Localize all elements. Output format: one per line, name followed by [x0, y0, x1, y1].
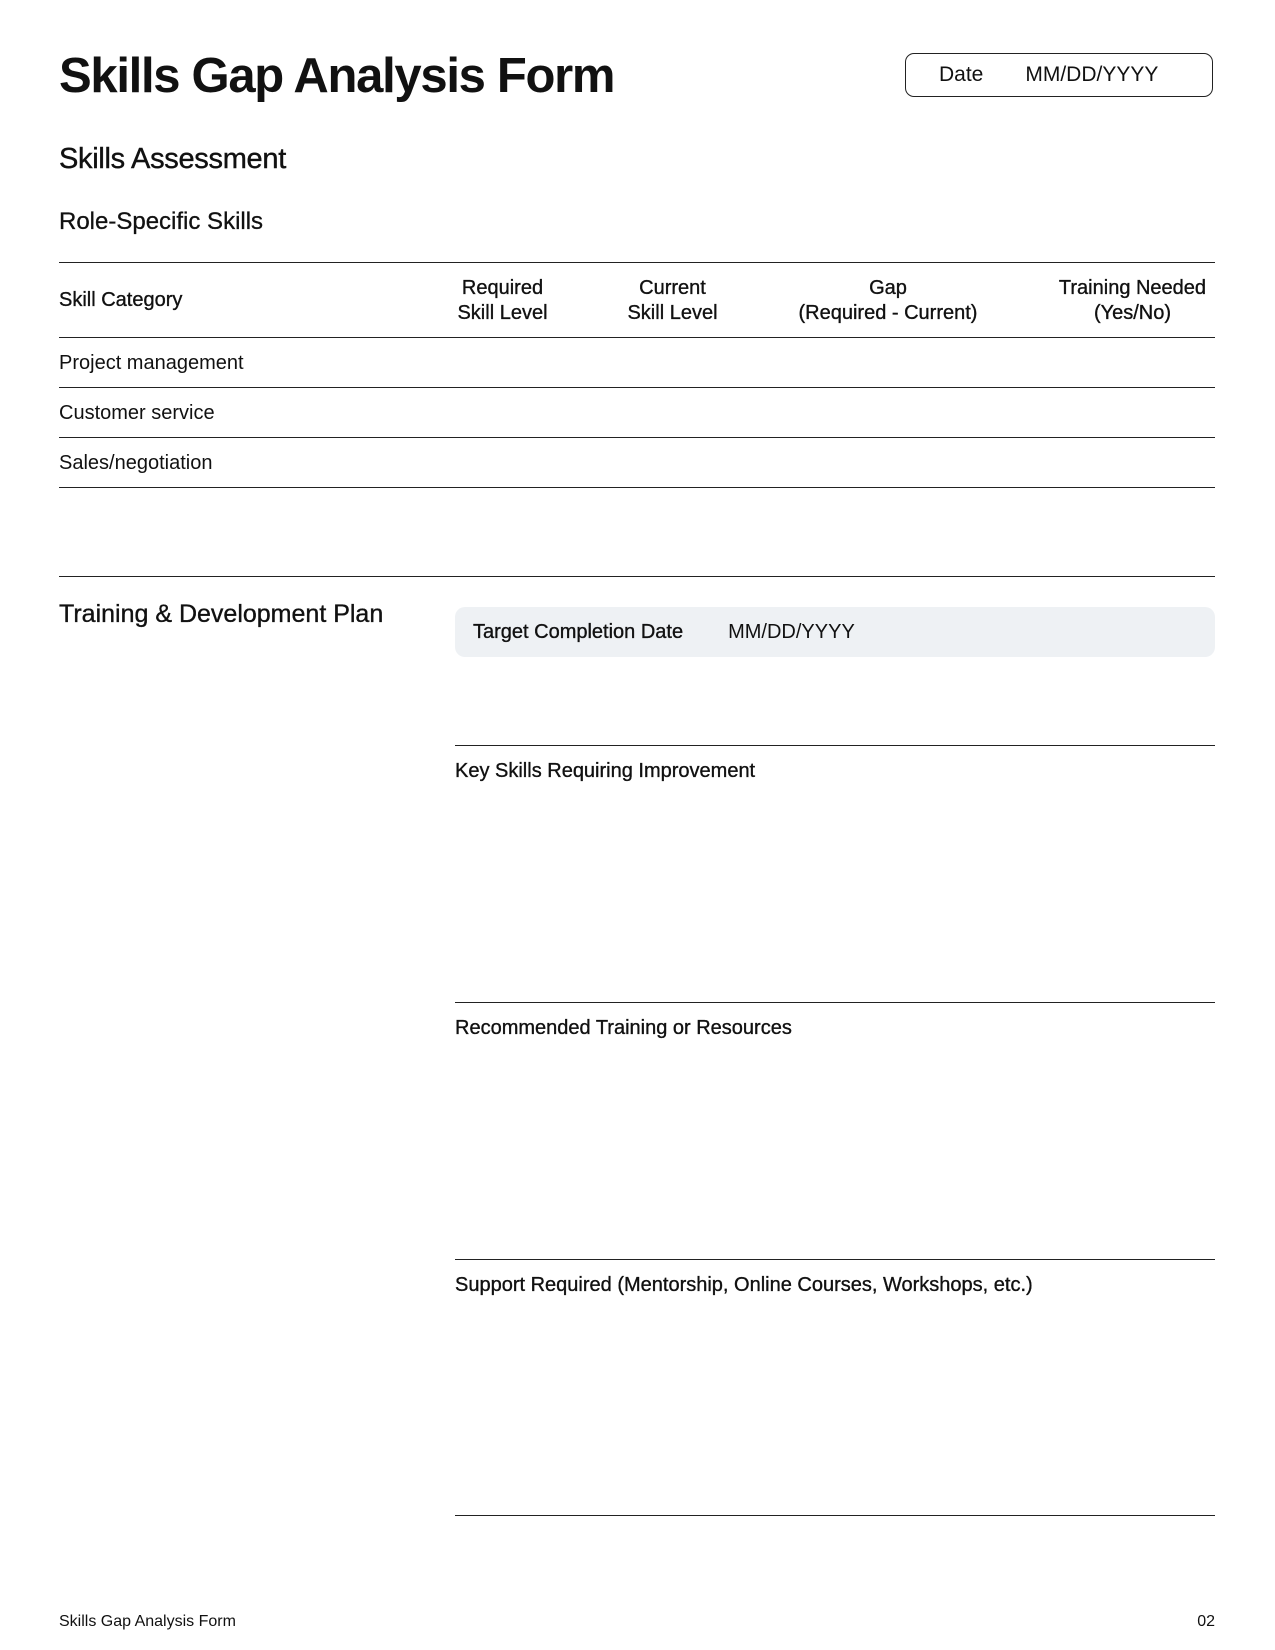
date-value[interactable]: MM/DD/YYYY	[1025, 63, 1159, 86]
table-row-customer-service: Customer service	[59, 402, 215, 424]
section-divider	[59, 576, 1215, 577]
section-divider	[455, 1515, 1215, 1516]
col-header-gap: Gap (Required - Current)	[798, 277, 978, 324]
recommended-training-label: Recommended Training or Resources	[455, 1017, 792, 1039]
target-completion-date-value[interactable]: MM/DD/YYYY	[728, 620, 855, 643]
section-divider	[455, 745, 1215, 746]
table-row-project-management: Project management	[59, 352, 244, 374]
footer-doc-name: Skills Gap Analysis Form	[59, 1613, 236, 1630]
section-heading-training-plan: Training & Development Plan	[59, 600, 384, 628]
date-label: Date	[939, 63, 984, 86]
subheading-role-specific-skills: Role-Specific Skills	[59, 208, 264, 235]
section-divider	[455, 1002, 1215, 1003]
section-heading-skills-assessment: Skills Assessment	[59, 143, 286, 175]
target-completion-date-field[interactable]	[455, 607, 1215, 657]
date-field[interactable]	[905, 53, 1213, 97]
row-divider	[59, 387, 1215, 388]
col-header-skill-category: Skill Category	[59, 289, 183, 311]
row-divider	[59, 487, 1215, 488]
table-header-rule	[59, 337, 1215, 338]
support-required-label: Support Required (Mentorship, Online Courses, Workshops, etc.)	[455, 1274, 1033, 1296]
key-skills-improvement-label: Key Skills Requiring Improvement	[455, 760, 756, 782]
table-top-rule	[59, 262, 1215, 263]
col-header-required-skill-level: Required Skill Level	[457, 277, 548, 324]
page-title: Skills Gap Analysis Form	[59, 49, 615, 103]
target-completion-date-label: Target Completion Date	[473, 620, 684, 643]
col-header-current-skill-level: Current Skill Level	[627, 277, 718, 324]
col-header-training-needed: Training Needed (Yes/No)	[1058, 277, 1207, 324]
row-divider	[59, 437, 1215, 438]
footer-page-number: 02	[1197, 1613, 1215, 1630]
table-row-sales-negotiation: Sales/negotiation	[59, 452, 213, 474]
section-divider	[455, 1259, 1215, 1260]
